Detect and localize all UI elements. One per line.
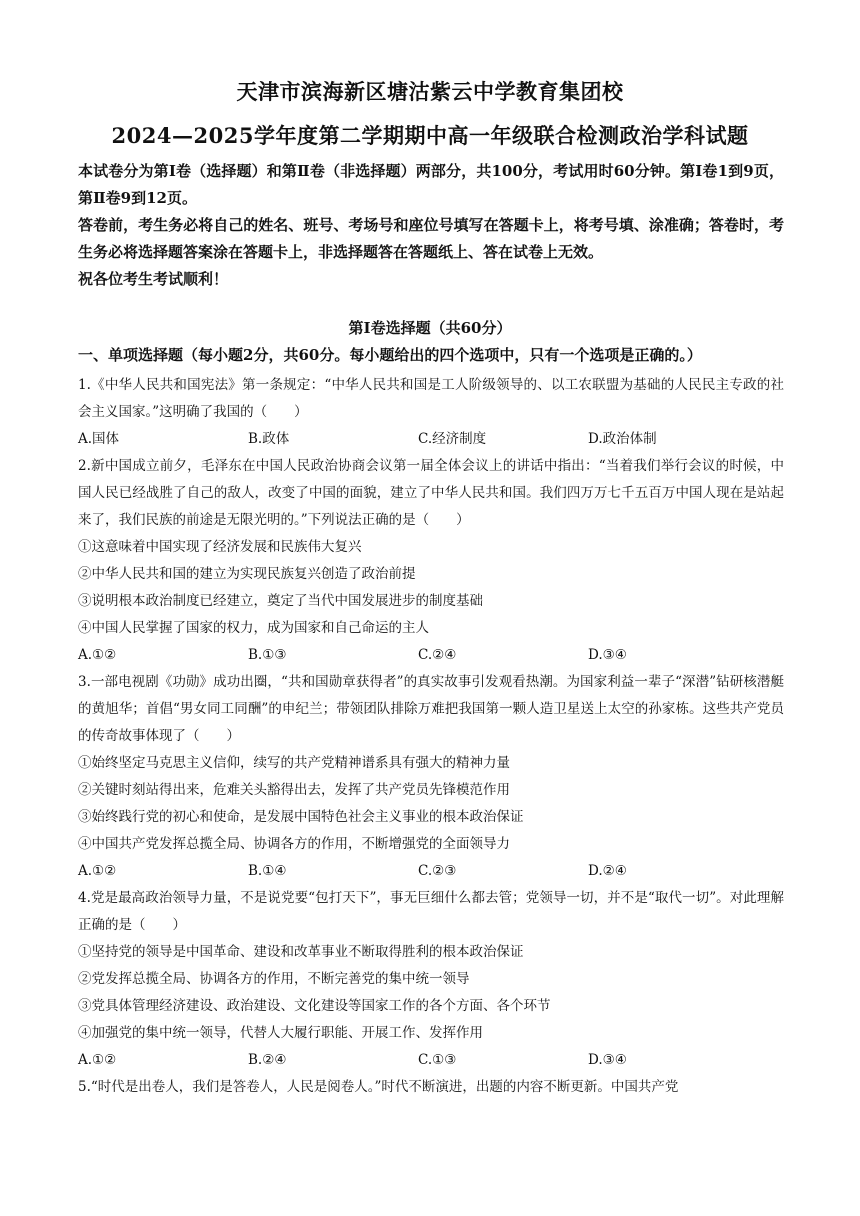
question-stem: 5.“时代是出卷人，我们是答卷人，人民是阅卷人。”时代不断演进，出题的内容不断更新。中国共产党 [78,1079,679,1095]
answer-option: A.①② [78,863,117,879]
answer-option: C.①③ [418,1052,457,1068]
question-block [78,885,784,1074]
question-statement: ②中华人民共和国的建立为实现民族复兴创造了政治前提 [78,566,416,582]
question-statement: ①这意味着中国实现了经济发展和民族伟大复兴 [78,539,362,555]
instruction-paragraph: 答卷前，考生务必将自己的姓名、班号、考场号和座位号填写在答题卡上，将考号填、涂准确；答卷时，考生务必将选择题答案涂在答题卡上，非选择题答在答题纸上、答在试卷上无效。 [78,216,784,261]
question-statement: ③说明根本政治制度已经建立，奠定了当代中国发展进步的制度基础 [78,593,483,609]
answer-option: D.③④ [588,647,627,663]
question-statement: ④加强党的集中统一领导，代替人大履行职能、开展工作、发挥作用 [78,1025,483,1041]
instruction-paragraph: 本试卷分为第Ⅰ卷（选择题）和第Ⅱ卷（非选择题）两部分，共100分，考试用时60分钟。第Ⅰ卷1到9页，第Ⅱ卷9到12页。 [78,162,784,207]
exam-instructions [78,158,784,293]
question-stem: 4.党是最高政治领导力量，不是说党要“包打天下”，事无巨细什么都去管；党领导一切，并不是“取代一切”。对此理解正确的是（ ） [78,890,784,933]
answer-option: D.③④ [588,1052,627,1068]
question-statement: ④中国共产党发挥总揽全局、协调各方的作用，不断增强党的全面领导力 [78,836,510,852]
answer-option: D.政治体制 [588,431,657,447]
answer-option: D.②④ [588,863,627,879]
question-statement: ②关键时刻站得出来，危难关头豁得出去，发挥了共产党员先锋模范作用 [78,782,510,798]
answer-option: B.政体 [248,431,290,447]
answer-option: C.经济制度 [418,431,487,447]
answer-options [78,1047,784,1074]
answer-option: A.国体 [78,431,120,447]
question-statement: ①坚持党的领导是中国革命、建设和改革事业不断取得胜利的根本政治保证 [78,944,524,960]
question-stem: 1.《中华人民共和国宪法》第一条规定：“中华人民共和国是工人阶级领导的、以工农联盟为基础的人民民主专政的社会主义国家。”这明确了我国的（ ） [78,377,784,420]
answer-option: A.①② [78,647,117,663]
section-heading: 第Ⅰ卷选择题（共60分） [348,319,512,337]
answer-option: C.②④ [418,647,457,663]
answer-option: B.①③ [248,647,287,663]
question-stem: 2.新中国成立前夕，毛泽东在中国人民政治协商会议第一届全体会议上的讲话中指出：“当着我们举行会议的时候，中国人民已经战胜了自己的敌人，改变了中国的面貌，建立了中华人民共和国。我们四万万七千五百万中国人现在是站起来了，我们民族的前途是无限光明的。”下列说法正确的是（ ） [78,458,784,528]
question-statement: ③党具体管理经济建设、政治建设、文化建设等国家工作的各个方面、各个环节 [78,998,551,1014]
question-statement: ①始终坚定马克思主义信仰，续写的共产党精神谱系具有强大的精神力量 [78,755,510,771]
question-block [78,669,784,885]
part-heading: 一、单项选择题（每小题2分，共60分。每小题给出的四个选项中，只有一个选项是正确的。） [78,346,702,364]
school-title: 天津市滨海新区塘沽紫云中学教育集团校 [236,79,624,104]
answer-option: B.①④ [248,863,287,879]
answer-options [78,858,784,885]
question-statement: ②党发挥总揽全局、协调各方的作用，不断完善党的集中统一领导 [78,971,470,987]
question-statement: ③始终践行党的初心和使命，是发展中国特色社会主义事业的根本政治保证 [78,809,524,825]
answer-option: A.①② [78,1052,117,1068]
question-block [78,453,784,669]
question-statement: ④中国人民掌握了国家的权力，成为国家和自己命运的主人 [78,620,429,636]
good-luck-line: 祝各位考生考试顺利！ [78,270,229,288]
answer-options [78,426,784,453]
answer-options [78,642,784,669]
question-stem: 3.一部电视剧《功勋》成功出圈，“共和国勋章获得者”的真实故事引发观看热潮。为国家利益一辈子“深潜”钻研核潜艇的黄旭华；首倡“男女同工同酬”的申纪兰；带领团队排除万难把我国第一颗人造卫星送上太空的孙家栋。这些共产党员的传奇故事体现了（ ） [78,674,784,744]
exam-title: 2024—2025学年度第二学期期中高一年级联合检测政治学科试题 [111,123,749,148]
question-block [78,372,784,453]
question-list [78,372,784,1101]
question-block [78,1074,784,1101]
answer-option: B.②④ [248,1052,287,1068]
answer-option: C.②③ [418,863,457,879]
